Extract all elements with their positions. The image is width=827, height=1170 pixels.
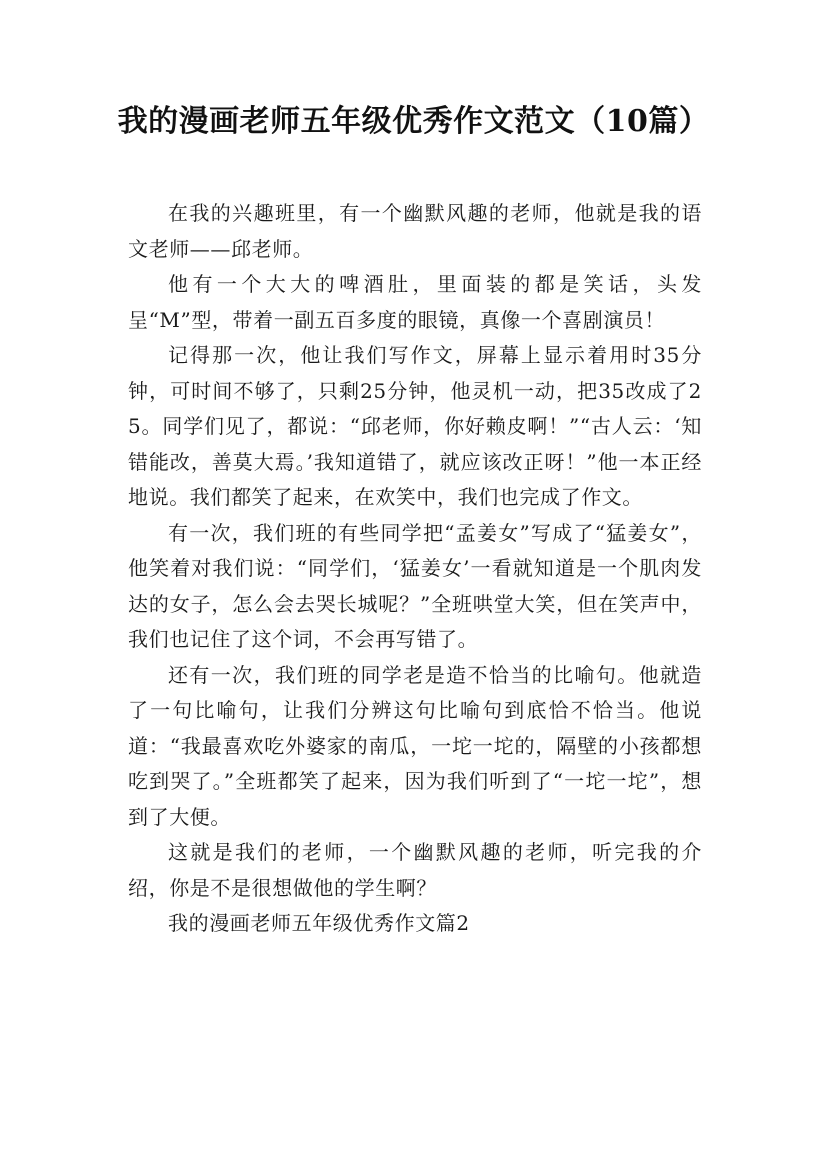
paragraph-2: 他有一个大大的啤酒肚，里面装的都是笑话，头发呈“M”型，带着一副五百多度的眼镜，真像一个喜剧演员！ bbox=[128, 272, 702, 332]
article-body bbox=[128, 196, 702, 942]
next-article-heading: 我的漫画老师五年级优秀作文篇2 bbox=[168, 911, 470, 935]
paragraph-4: 有一次，我们班的有些同学把“孟姜女”写成了“猛姜女”，他笑着对我们说：“同学们，‘猛姜女’一看就知道是一个肌肉发达的女子，怎么会去哭长城呢？”全班哄堂大笑，但在笑声中，我们也记住了这个词，不会再写错了。 bbox=[128, 520, 702, 651]
paragraph-5: 还有一次，我们班的同学老是造不恰当的比喻句。他就造了一句比喻句，让我们分辨这句比喻句到底恰不恰当。他说道：“我最喜欢吃外婆家的南瓜，一坨一坨的，隔壁的小孩都想吃到哭了。”全班都笑了起来，因为我们听到了“一坨一坨”，想到了大便。 bbox=[128, 662, 702, 829]
paragraph-1: 在我的兴趣班里，有一个幽默风趣的老师，他就是我的语文老师——邱老师。 bbox=[128, 201, 702, 261]
document-title: 我的漫画老师五年级优秀作文范文（10篇） bbox=[117, 104, 710, 139]
paragraph-6: 这就是我们的老师，一个幽默风趣的老师，听完我的介绍，你是不是很想做他的学生啊？ bbox=[128, 840, 702, 900]
paragraph-3: 记得那一次，他让我们写作文，屏幕上显示着用时35分钟，可时间不够了，只剩25分钟，他灵机一动，把35改成了25。同学们见了，都说：“邱老师，你好赖皮啊！”“古人云：‘知错能改，善莫大焉。’我知道错了，就应该改正呀！”他一本正经地说。我们都笑了起来，在欢笑中，我们也完成了作文。 bbox=[128, 343, 702, 509]
